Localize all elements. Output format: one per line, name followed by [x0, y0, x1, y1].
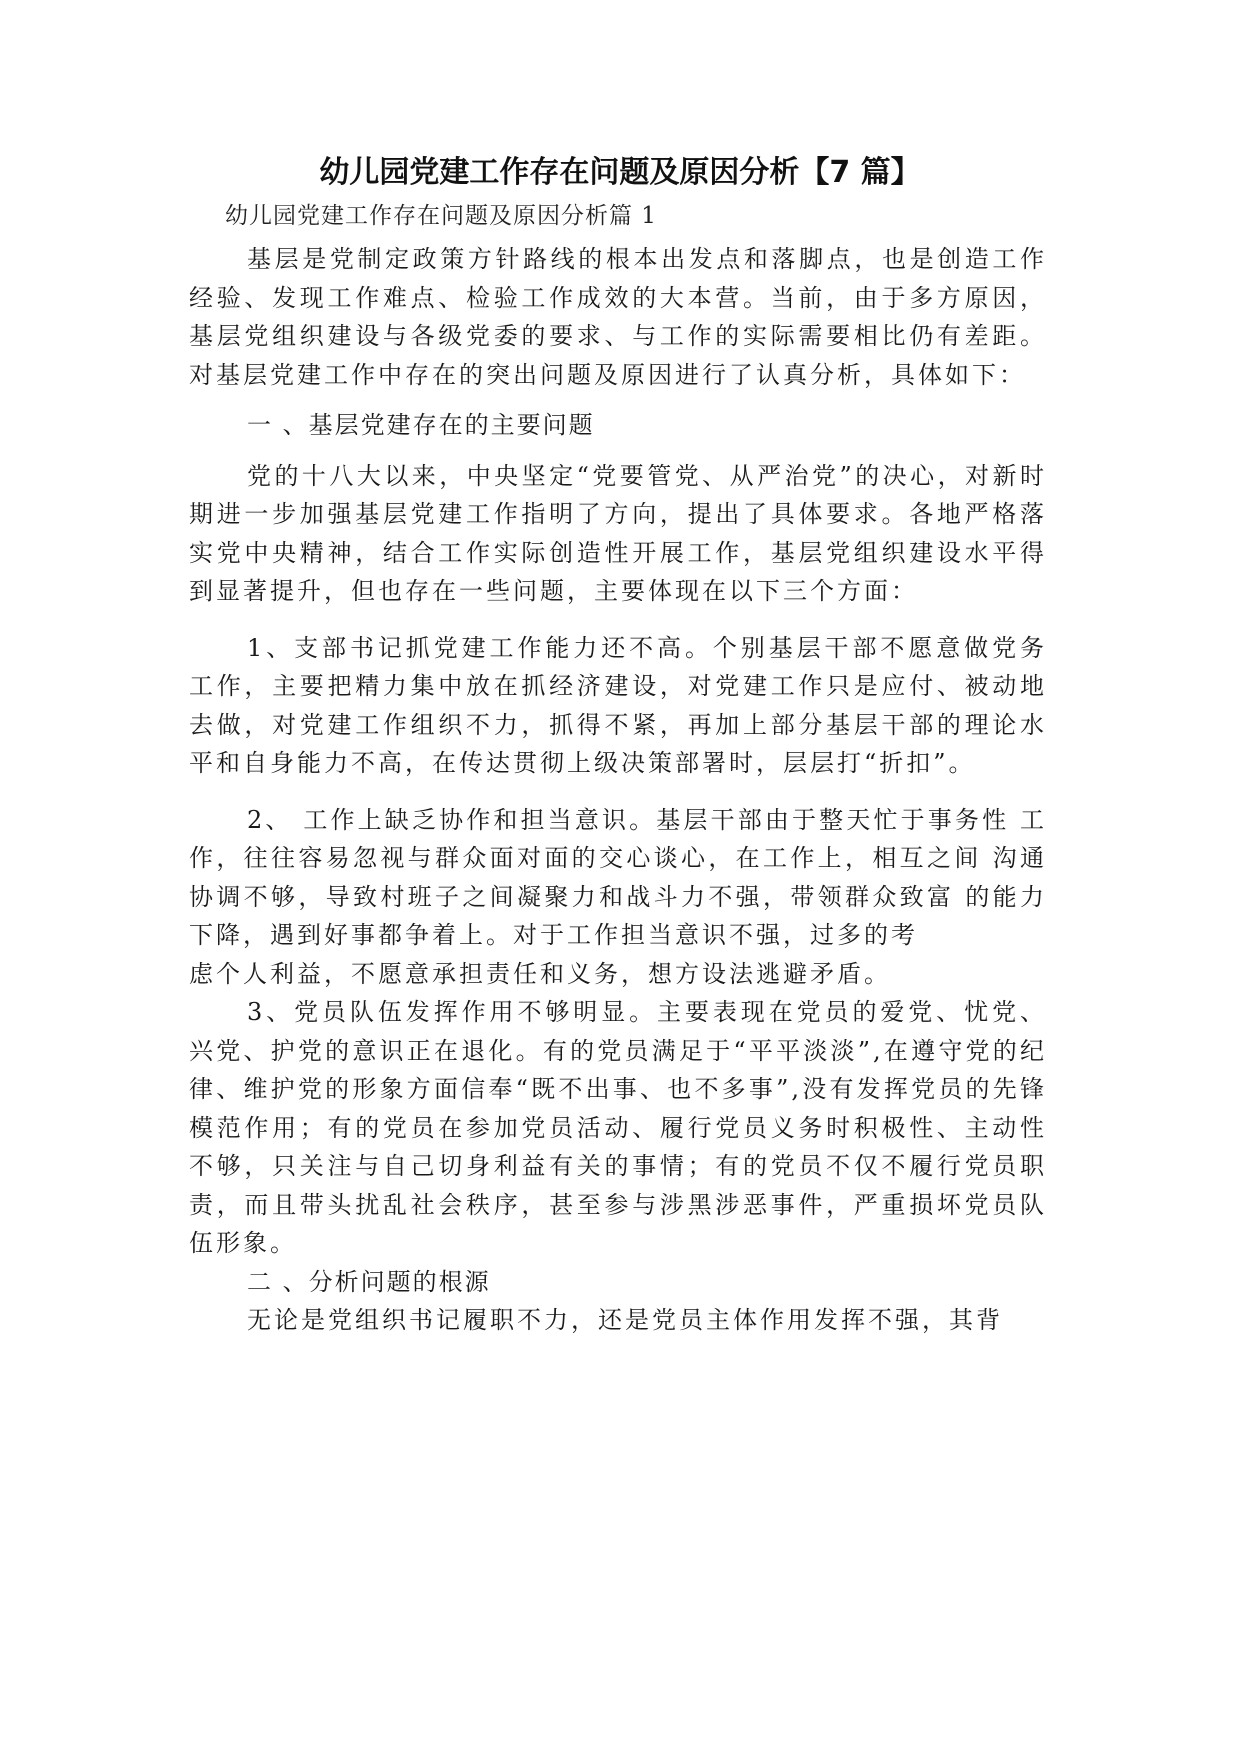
paragraph-intro: 基层是党制定政策方针路线的根本出发点和落脚点，也是创造工作经验、发现工作难点、检验工作成效的大本营。当前，由于多方原因，基层党组织建设与各级党委的要求、与工作的实际需要相比仍有差距。对基层党建工作中存在的突出问题及原因进行了认真分析，具体如下：: [189, 245, 1047, 389]
document-body: [189, 240, 1047, 1340]
document-title: 幼儿园党建工作存在问题及原因分析【7 篇】: [319, 155, 921, 190]
paragraph-point-1: 1、支部书记抓党建工作能力还不高。个别基层干部不愿意做党务工作，主要把精力集中放在抓经济建设，对党建工作只是应付、被动地去做，对党建工作组织不力，抓得不紧，再加上部分基层干部的理论水平和自身能力不高，在传达贯彻上级决策部署时，层层打“折扣”。: [189, 633, 1047, 777]
section-subtitle: 幼儿园党建工作存在问题及原因分析篇 1: [225, 203, 657, 229]
paragraph-background: 党的十八大以来，中央坚定“党要管党、从严治党”的决心，对新时期进一步加强基层党建工作指明了方向，提出了具体要求。各地严格落实党中央精神，结合工作实际创造性开展工作，基层党组织建设水平得到显著提升，但也存在一些问题，主要体现在以下三个方面：: [189, 461, 1047, 605]
paragraph-point-2: 2、 工作上缺乏协作和担当意识。基层干部由于整天忙于事务性 工作，往往容易忽视与群众面对面的交心谈心，在工作上，相互之间 沟通协调不够，导致村班子之间凝聚力和战斗力不强，带领群众致富 的能力下降，遇到好事都争着上。对于工作担当意识不强，过多的考: [189, 805, 1047, 949]
paragraph-point-3: 3、党员队伍发挥作用不够明显。主要表现在党员的爱党、忧党、兴党、护党的意识正在退化。有的党员满足于“平平淡淡”,在遵守党的纪律、维护党的形象方面信奉“既不出事、也不多事”,没有发挥党员的先锋模范作用；有的党员在参加党员活动、履行党员义务时积极性、主动性不够，只关注与自己切身利益有关的事情；有的党员不仅不履行党员职责，而且带头扰乱社会秩序，甚至参与涉黑涉恶事件，严重损坏党员队伍形象。: [189, 998, 1047, 1257]
section-heading-2: 二 、分析问题的根源: [247, 1267, 491, 1296]
section-heading-1: 一 、基层党建存在的主要问题: [247, 411, 595, 439]
paragraph-analysis: 无论是党组织书记履职不力，还是党员主体作用发挥不强，其背: [247, 1306, 1003, 1334]
paragraph-point-2-continued: 虑个人利益，不愿意承担责任和义务，想方设法逃避矛盾。: [189, 959, 891, 988]
